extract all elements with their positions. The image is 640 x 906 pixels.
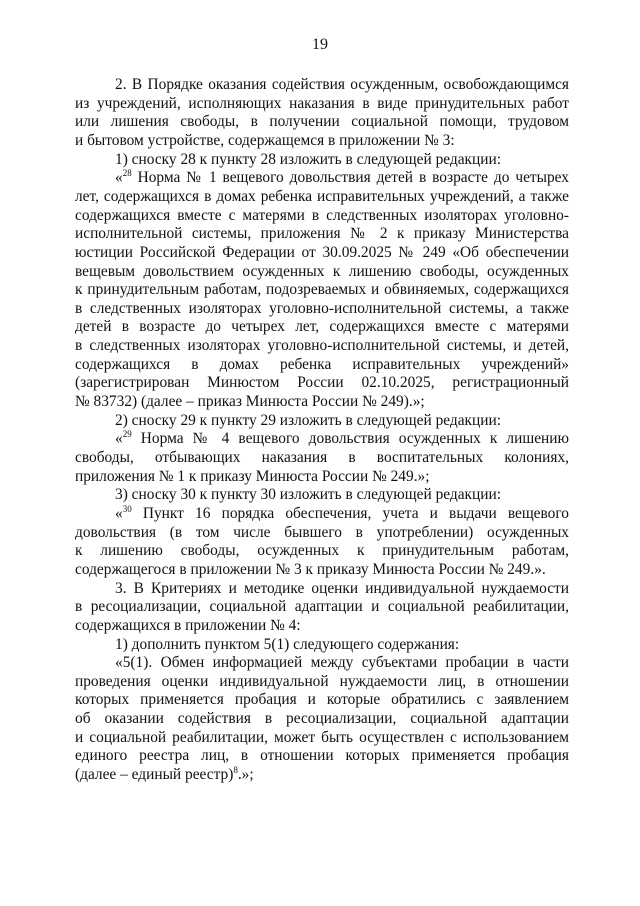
text-line [75,392,569,412]
line-text: Пункт 16 порядка обеспечения, учета и выдачи вещевого [131,504,569,522]
opening-quote: « [115,169,123,187]
opening-quote: « [115,504,123,522]
line-text: единого реестра лиц, в отношении которых применяется пробация [75,747,569,765]
footnote-marker: 8 [233,765,238,776]
text-line [75,448,569,468]
line-text: исполнительной системы, приложения № 2 к приказу Министерства [75,225,569,243]
text-line [75,467,569,487]
line-text: довольствия (в том числе бывшего в употреблении) осужденных [75,523,569,541]
line-text: содержащихся вместе с матерями в следственных изоляторах уголовно- [75,206,569,224]
line-text: Норма № 4 вещевого довольствия осужденных к лишению [131,430,569,448]
line-text: к лишению свободы, осужденных к принудительным работам, [75,542,569,560]
line-text: из учреждений, исполняющих наказания в виде принудительных работ [75,94,569,112]
text-line [75,355,569,375]
text-line [75,262,569,282]
text-line [115,429,569,449]
text-line [75,131,569,151]
line-text: об оказании содействия в ресоциализации, социальной адаптации [75,710,569,728]
footnote-marker: 28 [122,168,132,179]
line-text: к принудительным работам, подозреваемых и обвиняемых, содержащихся [75,281,569,299]
text-line [75,746,569,766]
text-line [115,168,569,188]
line-text: в ресоциализации, социальной адаптации и социальной реабилитации, [75,598,569,616]
text-line [75,616,569,636]
line-text: детей в возрасте до четырех лет, содержащихся вместе с матерями [75,318,569,336]
line-text: 1) дополнить пунктом 5(1) следующего содержания: [115,635,460,653]
line-text: 3) сноску 30 к пункту 30 изложить в следующей редакции: [115,486,502,504]
line-text: и бытовом устройстве, содержащемся в приложении № 3: [75,131,455,149]
text-line [75,206,569,226]
text-line [75,541,569,561]
text-line [75,728,569,748]
text-line [75,560,569,580]
text-line [75,597,569,617]
line-text: № 83732) (далее – приказ Минюста России № 249).»; [75,393,425,411]
line-text: содержащихся в домах ребенка исправительных учреждений» [75,355,569,373]
closing-text: .»; [237,766,254,784]
text-line [115,579,569,599]
line-text: вещевым довольствием осужденных к лишению свободы, осужденных [75,262,569,280]
line-text: или лишения свободы, в получении социальной помощи, трудовом [75,113,569,131]
text-line [75,243,569,263]
line-text: и социальной реабилитации, может быть осуществлен с использованием [75,728,569,746]
text-line [75,765,569,785]
line-text: 3. В Критериях и методике оценки индивидуальной нуждаемости [115,579,569,597]
line-text: содержащихся в приложении № 4: [75,616,301,634]
text-line [75,373,569,393]
footnote-marker: 30 [122,503,132,514]
text-line [75,709,569,729]
line-text: приложения № 1 к приказу Минюста России № 249.»; [75,467,430,485]
text-line [115,485,569,505]
line-text: свободы, отбывающих наказания в воспитательных колониях, [75,449,569,466]
line-text: проведения оценки индивидуальной нуждаемости лиц, в отношении [75,672,569,690]
line-text: в следственных изоляторах уголовно-исполнительной системы, и детей, [75,337,569,355]
text-line [115,411,569,431]
text-line [115,635,569,655]
text-line [75,317,569,337]
text-line [75,672,569,692]
text-line [75,523,569,543]
footnote-marker: 29 [122,429,132,440]
text-line [75,112,569,132]
line-text: 2) сноску 29 к пункту 29 изложить в следующей редакции: [115,411,502,429]
line-text: содержащегося в приложении № 3 к приказу Минюста России № 249.». [75,560,546,578]
line-text: в следственных изоляторах уголовно-исполнительной системы, а также [75,299,569,317]
page-number: 19 [312,36,328,53]
line-text: (зарегистрирован Минюстом России 02.10.2025, регистрационный [75,374,569,392]
text-line [75,94,569,114]
text-line [75,299,569,319]
text-line [75,187,569,207]
text-line [115,653,569,673]
line-text: «5(1). Обмен информацией между субъектами пробации в части [115,654,569,672]
opening-quote: « [115,430,123,448]
text-line [75,690,569,710]
line-text: юстиции Российской Федерации от 30.09.2025 № 249 «Об обеспечении [75,243,569,261]
line-text: 1) сноску 28 к пункту 28 изложить в следующей редакции: [115,150,502,168]
line-text: Норма № 1 вещевого довольствия детей в возрасте до четырех [131,169,569,187]
line-text: (далее – единый реестр) [75,766,234,784]
text-line [115,75,569,95]
line-text: лет, содержащихся в домах ребенка исправительных учреждений, а также [75,187,569,205]
text-line [75,336,569,356]
line-text: которых применяется пробация и которые обратились с заявлением [75,691,569,709]
text-line [115,150,569,170]
text-line [75,280,569,300]
text-line [115,504,569,524]
line-text: 2. В Порядке оказания содействия осужденным, освобождающимся [115,76,569,93]
text-line [75,224,569,244]
